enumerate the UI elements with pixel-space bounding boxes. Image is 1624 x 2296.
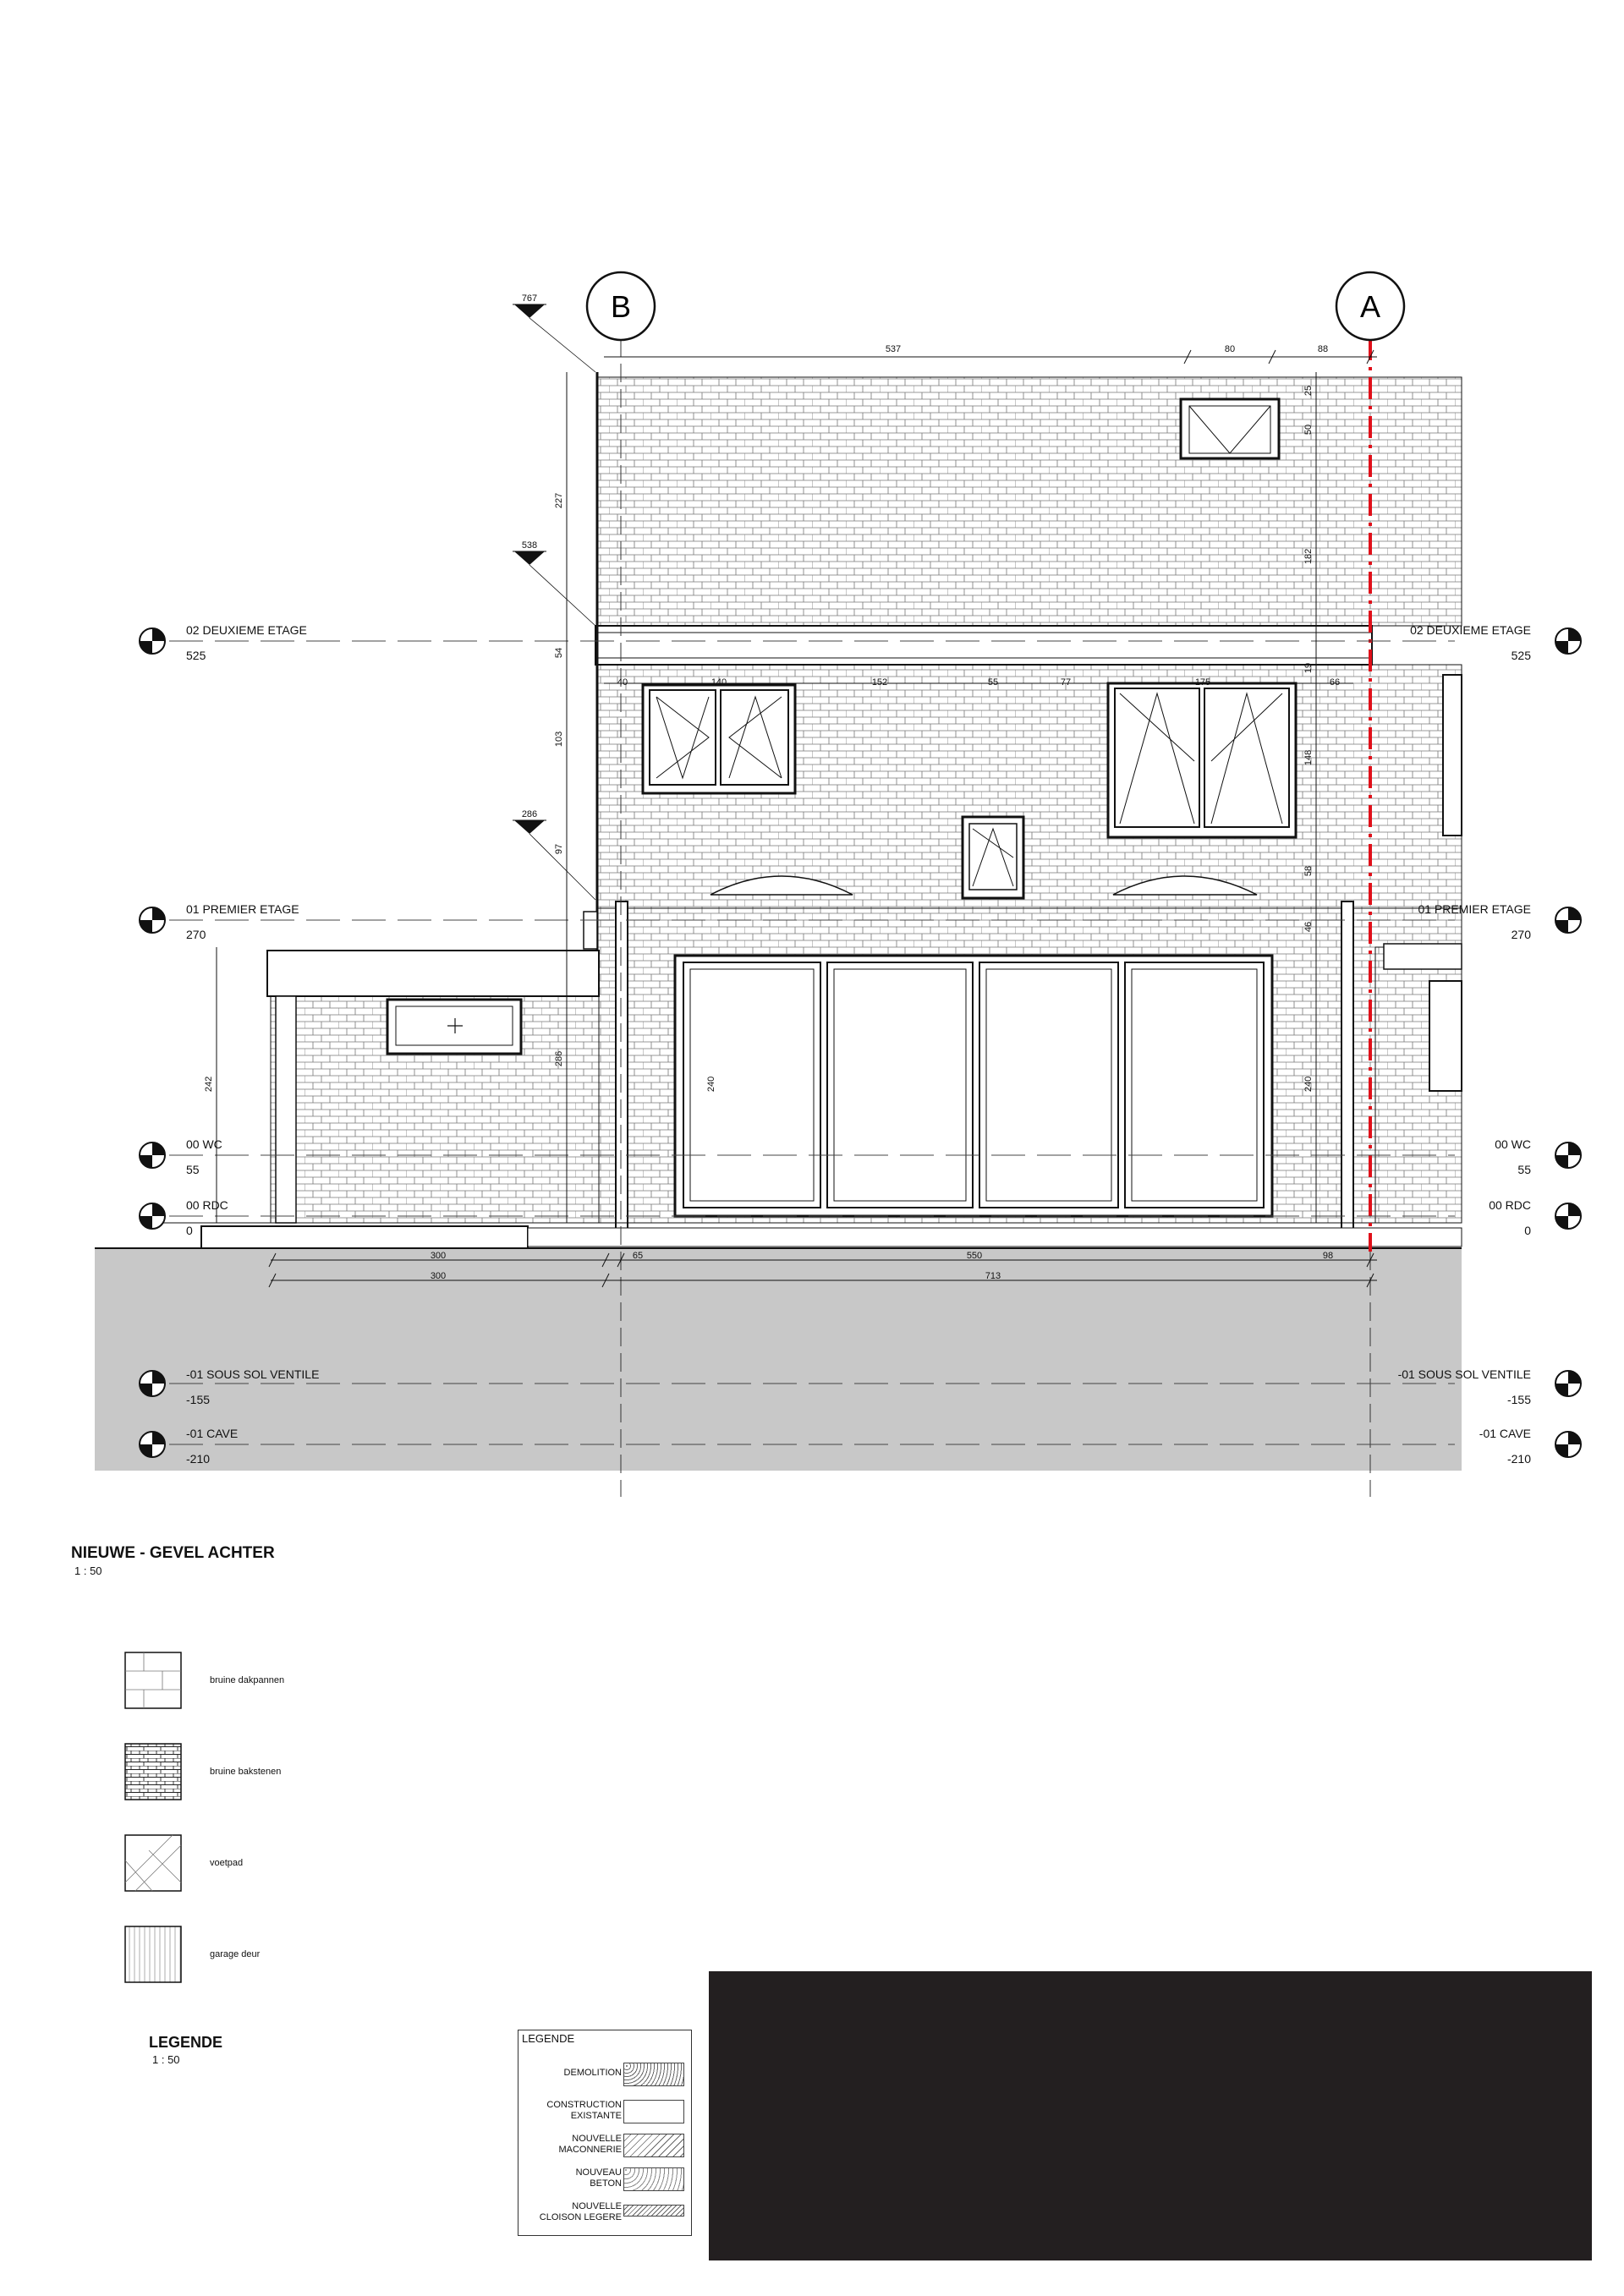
dim-right-4: 148	[1303, 749, 1314, 766]
swatch-vertical	[125, 1926, 181, 1982]
ground-section	[95, 1247, 1462, 1471]
legend-box-header: LEGENDE	[522, 2032, 575, 2045]
dim-window-2: 152	[871, 677, 888, 688]
swatch-tiles	[125, 1652, 181, 1708]
level-name-right-5: -01 CAVE	[1479, 1427, 1531, 1440]
legend-scale: 1 : 50	[152, 2053, 180, 2066]
swatch-brick	[125, 1744, 181, 1800]
material-label-0: bruine dakpannen	[210, 1675, 285, 1685]
level-name-right-3: 00 RDC	[1489, 1198, 1531, 1212]
dim-door-height: 240	[706, 1076, 716, 1093]
dim-left-0: 227	[554, 492, 564, 509]
view-scale: 1 : 50	[74, 1564, 102, 1577]
legend-swatch-concrete	[623, 2167, 684, 2191]
dim-left-4: 286	[554, 1050, 564, 1067]
spot-height-2: 286	[521, 809, 538, 819]
level-name-left-1: 01 PREMIER ETAGE	[186, 902, 299, 916]
level-markers-right	[1555, 628, 1581, 1457]
window-right	[1108, 683, 1296, 837]
swatch-diagonal	[125, 1835, 181, 1891]
level-value-right-4: -155	[1506, 1393, 1531, 1406]
level-value-left-5: -210	[186, 1452, 211, 1466]
dim-top-1: 80	[1224, 344, 1236, 354]
legend-row-masonry: NOUVELLE MACONNERIE	[558, 2134, 622, 2155]
dim-bottom2-0: 300	[430, 1271, 447, 1281]
level-value-left-2: 55	[186, 1163, 200, 1176]
level-value-right-5: -210	[1506, 1452, 1531, 1466]
legend-row-concrete: NOUVEAU BETON	[575, 2167, 622, 2189]
dim-top-2: 88	[1317, 344, 1329, 354]
legend-swatch-empty	[623, 2100, 684, 2123]
dim-bottom1-1: 65	[632, 1251, 644, 1261]
level-name-left-0: 02 DEUXIEME ETAGE	[186, 623, 307, 637]
facade-upper	[597, 377, 1462, 626]
dim-bottom1-2: 550	[966, 1251, 983, 1261]
dim-top-0: 537	[885, 344, 902, 354]
dim-window-0: 40	[617, 677, 628, 688]
dim-left-2: 103	[554, 731, 564, 748]
floor-band	[595, 626, 1372, 665]
dim-right-6: 46	[1303, 921, 1314, 933]
level-name-left-5: -01 CAVE	[186, 1427, 239, 1440]
dim-right-1: 50	[1303, 424, 1314, 436]
annex-roof	[267, 951, 599, 996]
spot-height-1: 538	[521, 540, 538, 551]
column-b	[616, 901, 628, 1243]
dim-right-7: 240	[1303, 1076, 1314, 1093]
legend-swatch-dots	[623, 2063, 684, 2086]
dim-bottom2-1: 713	[985, 1271, 1001, 1281]
legend-row-existing: CONSTRUCTION EXISTANTE	[546, 2100, 622, 2121]
dim-bottom1-0: 300	[430, 1251, 447, 1261]
dim-left-3: 97	[554, 843, 564, 855]
dim-left-5: 242	[204, 1076, 214, 1093]
dim-window-4: 77	[1060, 677, 1072, 688]
dim-window-3: 55	[987, 677, 999, 688]
column-a	[1341, 901, 1353, 1243]
level-value-right-1: 270	[1511, 928, 1531, 941]
level-value-right-3: 0	[1524, 1224, 1531, 1237]
level-name-right-1: 01 PREMIER ETAGE	[1418, 902, 1531, 916]
dim-window-6: 66	[1329, 677, 1341, 688]
dim-right-3: 19	[1303, 662, 1314, 674]
level-value-left-0: 525	[186, 649, 206, 662]
level-name-right-0: 02 DEUXIEME ETAGE	[1410, 623, 1531, 637]
dim-right-5: 58	[1303, 865, 1314, 877]
sliding-door	[675, 956, 1272, 1216]
legend-swatch-hatch	[623, 2134, 684, 2157]
legend-swatch-light	[623, 2205, 684, 2217]
window-left	[643, 685, 795, 793]
level-value-left-3: 0	[186, 1224, 193, 1237]
dim-left-1: 54	[554, 647, 564, 659]
level-value-left-1: 270	[186, 928, 206, 941]
legend-box	[518, 2030, 692, 2236]
material-label-3: garage deur	[210, 1949, 261, 1959]
dim-right-0: 25	[1303, 385, 1314, 397]
axis-label-b: B	[610, 289, 632, 324]
legend-title: LEGENDE	[149, 2034, 223, 2051]
level-value-right-2: 55	[1517, 1163, 1531, 1176]
spot-height-0: 767	[521, 293, 538, 304]
material-label-1: bruine bakstenen	[210, 1767, 282, 1777]
axis-label-a: A	[1359, 289, 1381, 324]
dim-window-1: 140	[710, 677, 727, 688]
dim-right-2: 182	[1303, 548, 1314, 565]
legend-row-partition: NOUVELLE CLOISON LEGERE	[539, 2201, 622, 2222]
legend-row-demolition: DEMOLITION	[563, 2068, 622, 2078]
level-name-left-4: -01 SOUS SOL VENTILE	[186, 1367, 320, 1381]
ground-slab-right	[528, 1228, 1462, 1247]
material-label-2: voetpad	[210, 1858, 244, 1868]
level-name-right-4: -01 SOUS SOL VENTILE	[1397, 1367, 1531, 1381]
ground-slab-left	[201, 1226, 528, 1248]
title-block	[709, 1971, 1592, 2260]
level-name-right-2: 00 WC	[1495, 1137, 1531, 1151]
window-small	[963, 817, 1023, 898]
level-value-right-0: 525	[1511, 649, 1531, 662]
dim-window-5: 175	[1194, 677, 1211, 688]
level-name-left-3: 00 RDC	[186, 1198, 228, 1212]
level-name-left-2: 00 WC	[186, 1137, 222, 1151]
view-title: NIEUWE - GEVEL ACHTER	[71, 1544, 275, 1562]
dim-bottom1-3: 98	[1322, 1251, 1334, 1261]
level-value-left-4: -155	[186, 1393, 211, 1406]
